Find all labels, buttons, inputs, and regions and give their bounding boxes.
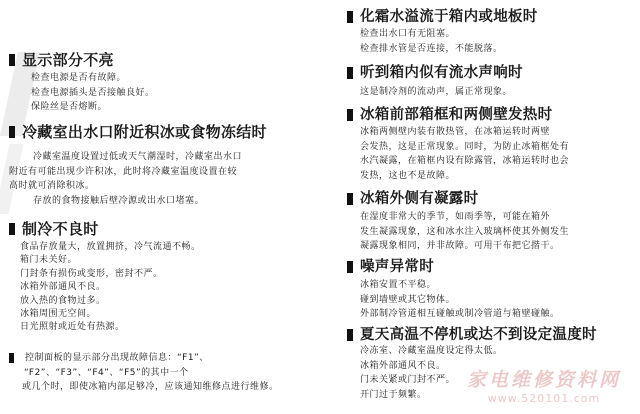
section-heading bbox=[22, 220, 201, 238]
body-line: 放入热的食物过多。 bbox=[20, 295, 106, 306]
body-line: 冰箱周围无空间。 bbox=[20, 309, 97, 320]
section-marker bbox=[9, 223, 15, 235]
heading-text: 冰箱外侧有凝露时 bbox=[360, 191, 479, 207]
body-line: 检查排水管是否连接，不能脱落。 bbox=[360, 43, 503, 54]
section-marker bbox=[9, 54, 15, 66]
body-line: 冰箱外部通风不良。 bbox=[360, 360, 446, 371]
body-line: 凝露现象相同，并非故障。可用干布把它揩干。 bbox=[360, 241, 560, 252]
section-heading bbox=[360, 8, 538, 26]
section-external-condensation bbox=[360, 190, 569, 254]
heading-text: 听到箱内似有流水声响时 bbox=[360, 65, 523, 81]
body-line: 附近有可能出现少许积冰，此时将冷藏室温度设置在较 bbox=[9, 166, 238, 177]
section-abnormal-noise bbox=[360, 258, 560, 322]
section-heading bbox=[360, 326, 597, 344]
section-heading bbox=[360, 190, 569, 208]
body-line: 箱门未关好。 bbox=[20, 255, 78, 266]
heading-text: 显示部分不亮 bbox=[22, 51, 114, 69]
body-line: 检查电源插头是否接触良好。 bbox=[31, 87, 155, 98]
section-marker bbox=[9, 126, 15, 138]
section-summer-no-stop bbox=[360, 326, 597, 402]
section-marker bbox=[9, 353, 14, 363]
heading-text: 制冷不良时 bbox=[22, 220, 99, 238]
body-line: 会发热，这是正常现象。同时，为防止冰箱框处有 bbox=[360, 141, 570, 152]
body-line: 冷藏室温度设置过低或天气潮湿时，冷藏室出水口 bbox=[33, 152, 243, 162]
body-line: 检查电源是否有故障。 bbox=[31, 73, 127, 83]
body-line: 水汽凝露，在箱框内设有除露管，冰箱运转时也会 bbox=[360, 156, 570, 167]
section-marker bbox=[347, 261, 353, 273]
heading-text: 噪声异常时 bbox=[360, 259, 434, 275]
body-line: 检查出水口有无阻塞。 bbox=[360, 29, 456, 39]
watermark-title: 家电维修资料网 bbox=[466, 369, 621, 391]
section-frame-heating bbox=[360, 106, 569, 183]
section-display-not-lit bbox=[22, 51, 155, 115]
section-heading bbox=[360, 258, 560, 276]
heading-text: 冰箱前部箱框和两侧壁发热时 bbox=[360, 107, 553, 123]
heading-text: 化霜水溢流于箱内或地板时 bbox=[360, 9, 538, 25]
heading-text: 夏天高温不停机或达不到设定温度时 bbox=[360, 327, 597, 343]
section-marker bbox=[347, 11, 353, 23]
body-line: 存放的食物接触后壁冷源或出水口堵塞。 bbox=[33, 195, 205, 206]
section-marker bbox=[347, 329, 353, 341]
body-line: 冰箱安置不平稳。 bbox=[360, 280, 437, 290]
section-ice-near-outlet bbox=[9, 123, 267, 208]
body-line: 冰箱外部通风不良。 bbox=[20, 282, 106, 293]
section-marker bbox=[347, 109, 353, 121]
section-flowing-sound bbox=[360, 64, 523, 100]
section-defrost-overflow bbox=[360, 8, 538, 56]
body-line: 发热，这也不是故障。 bbox=[360, 170, 456, 181]
body-line: 或几个时，即使冰箱内部足够冷，应该通知维修点进行维修。 bbox=[22, 382, 279, 393]
section-marker bbox=[347, 67, 353, 79]
body-line: 发生凝露现象，这和冰水注入玻璃杯使其外侧发生 bbox=[360, 226, 570, 237]
body-line: 碰到墙壁或其它物体。 bbox=[360, 294, 456, 305]
section-poor-cooling bbox=[22, 220, 201, 335]
heading-text: 冷藏室出水口附近积冰或食物冻结时 bbox=[22, 123, 267, 141]
section-error-codes bbox=[22, 351, 279, 395]
body-line: 冷冻室、冷藏室温度设定得太低。 bbox=[360, 346, 503, 356]
body-line: “F2”、“F3”、“F4”、“F5”的其中一个 bbox=[24, 367, 189, 378]
body-line: 在湿度非常大的季节，如雨季等，可能在箱外 bbox=[360, 212, 551, 222]
body-line: 控制面板的显示部分出现故障信息：“F1”、 bbox=[25, 353, 209, 363]
body-line: 门未关紧或门封不严。 bbox=[360, 375, 456, 386]
body-line: 食品存放量大，放置拥挤，冷气流通不畅。 bbox=[20, 242, 201, 252]
section-heading bbox=[360, 106, 569, 124]
body-line: 冰箱两侧壁内装有散热管，在冰箱运转时两壁 bbox=[360, 127, 551, 137]
section-heading bbox=[22, 51, 155, 69]
section-marker bbox=[347, 193, 353, 205]
body-line: 门封条有损伤或变形，密封不严。 bbox=[20, 268, 163, 279]
body-line: 保险丝是否熔断。 bbox=[31, 102, 108, 113]
body-line: 高时就可消除积冰。 bbox=[9, 181, 95, 192]
body-line: 这是制冷剂的流动声，属正常现象。 bbox=[360, 87, 513, 97]
section-heading bbox=[22, 123, 267, 141]
section-heading bbox=[360, 64, 523, 82]
body-line: 外部制冷管道相互碰触或制冷管道与箱壁碰触。 bbox=[360, 309, 560, 320]
body-line: 日光照射或近处有热源。 bbox=[20, 322, 125, 333]
watermark-url: www.520101.com bbox=[487, 392, 601, 405]
body-line: 开门过于频繁。 bbox=[360, 389, 427, 400]
